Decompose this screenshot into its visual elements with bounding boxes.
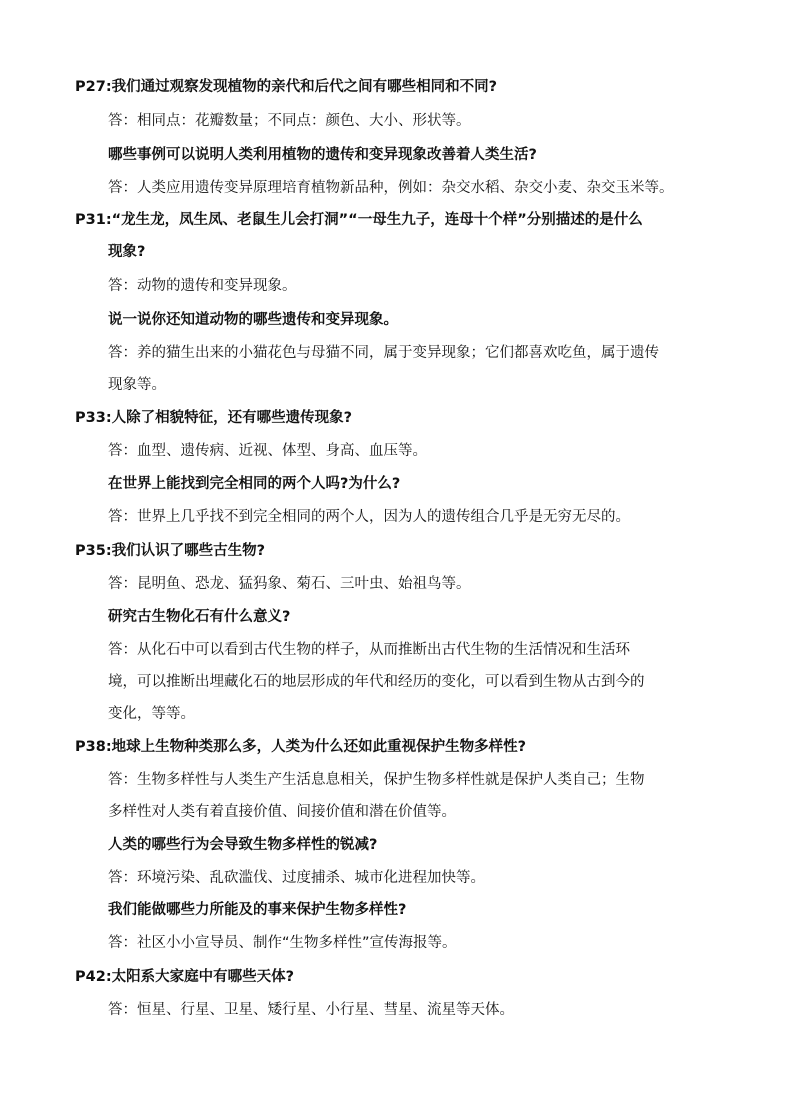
question-text: 人除了相貌特征，还有哪些遗传现象?: [111, 410, 353, 426]
question-text: 我们认识了哪些古生物?: [111, 543, 266, 559]
answer-line: 答：动物的遗传和变异现象。: [108, 278, 297, 294]
answer-line: 答：生物多样性与人类生产生活息息相关，保护生物多样性就是保护人类自己；生物: [108, 772, 645, 788]
answer-line: 答：人类应用遗传变异原理培育植物新品种，例如：杂交水稻、杂交小麦、杂交玉米等。: [108, 180, 674, 196]
answer-line: 答：相同点：花瓣数量；不同点：颜色、大小、形状等。: [108, 113, 471, 129]
question-text: 我们通过观察发现植物的亲代和后代之间有哪些相同和不同?: [111, 79, 498, 95]
answer-line: 境，可以推断出埋藏化石的地层形成的年代和经历的变化，可以看到生物从古到今的: [108, 674, 645, 690]
question-text: “龙生龙，凤生凤、老鼠生儿会打洞”“一母生九子，连母十个样”分别描述的是什么: [111, 212, 643, 228]
answer-line: 答：养的猫生出来的小猫花色与母猫不同，属于变异现象；它们都喜欢吃鱼，属于遗传: [108, 345, 659, 361]
answer-line: 现象等。: [108, 377, 166, 393]
page-number: P31: [75, 212, 106, 228]
answer-line: 答：社区小小宣导员、制作“生物多样性”宣传海报等。: [108, 935, 457, 951]
page-number: P27: [75, 79, 106, 95]
answer-line: 答：血型、遗传病、近视、体型、身高、血压等。: [108, 443, 427, 459]
question-line: P35:我们认识了哪些古生物?: [75, 543, 266, 559]
question-line: 人类的哪些行为会导致生物多样性的锐减?: [108, 837, 378, 853]
answer-line: 变化，等等。: [108, 706, 195, 722]
question-line: 哪些事例可以说明人类利用植物的遗传和变异现象改善着人类生活?: [108, 147, 537, 163]
question-line: P42:太阳系大家庭中有哪些天体?: [75, 969, 295, 985]
question-text: 地球上生物种类那么多，人类为什么还如此重视保护生物多样性?: [111, 739, 527, 755]
question-line: 现象?: [108, 244, 146, 260]
answer-line: 答：环境污染、乱砍滥伐、过度捕杀、城市化进程加快等。: [108, 870, 485, 886]
page-number: P42: [75, 969, 106, 985]
question-line: P27:我们通过观察发现植物的亲代和后代之间有哪些相同和不同?: [75, 79, 498, 95]
question-line: 研究古生物化石有什么意义?: [108, 609, 291, 625]
page-number: P33: [75, 410, 106, 426]
question-line: 我们能做哪些力所能及的事来保护生物多样性?: [108, 902, 407, 918]
answer-line: 答：昆明鱼、恐龙、猛犸象、菊石、三叶虫、始祖鸟等。: [108, 576, 471, 592]
question-line: 说一说你还知道动物的哪些遗传和变异现象。: [108, 312, 398, 328]
question-line: P38:地球上生物种类那么多，人类为什么还如此重视保护生物多样性?: [75, 739, 527, 755]
page-number: P35: [75, 543, 106, 559]
question-text: 太阳系大家庭中有哪些天体?: [111, 969, 295, 985]
question-line: P31:“龙生龙，凤生凤、老鼠生儿会打洞”“一母生九子，连母十个样”分别描述的是什么: [75, 212, 643, 228]
question-line: 在世界上能找到完全相同的两个人吗?为什么?: [108, 476, 401, 492]
answer-line: 答：恒星、行星、卫星、矮行星、小行星、彗星、流星等天体。: [108, 1002, 514, 1018]
question-line: P33:人除了相貌特征，还有哪些遗传现象?: [75, 410, 353, 426]
answer-line: 答：从化石中可以看到古代生物的样子，从而推断出古代生物的生活情况和生活环: [108, 642, 630, 658]
answer-line: 多样性对人类有着直接价值、间接价值和潜在价值等。: [108, 804, 456, 820]
page-number: P38: [75, 739, 106, 755]
answer-line: 答：世界上几乎找不到完全相同的两个人，因为人的遗传组合几乎是无穷无尽的。: [108, 509, 630, 525]
